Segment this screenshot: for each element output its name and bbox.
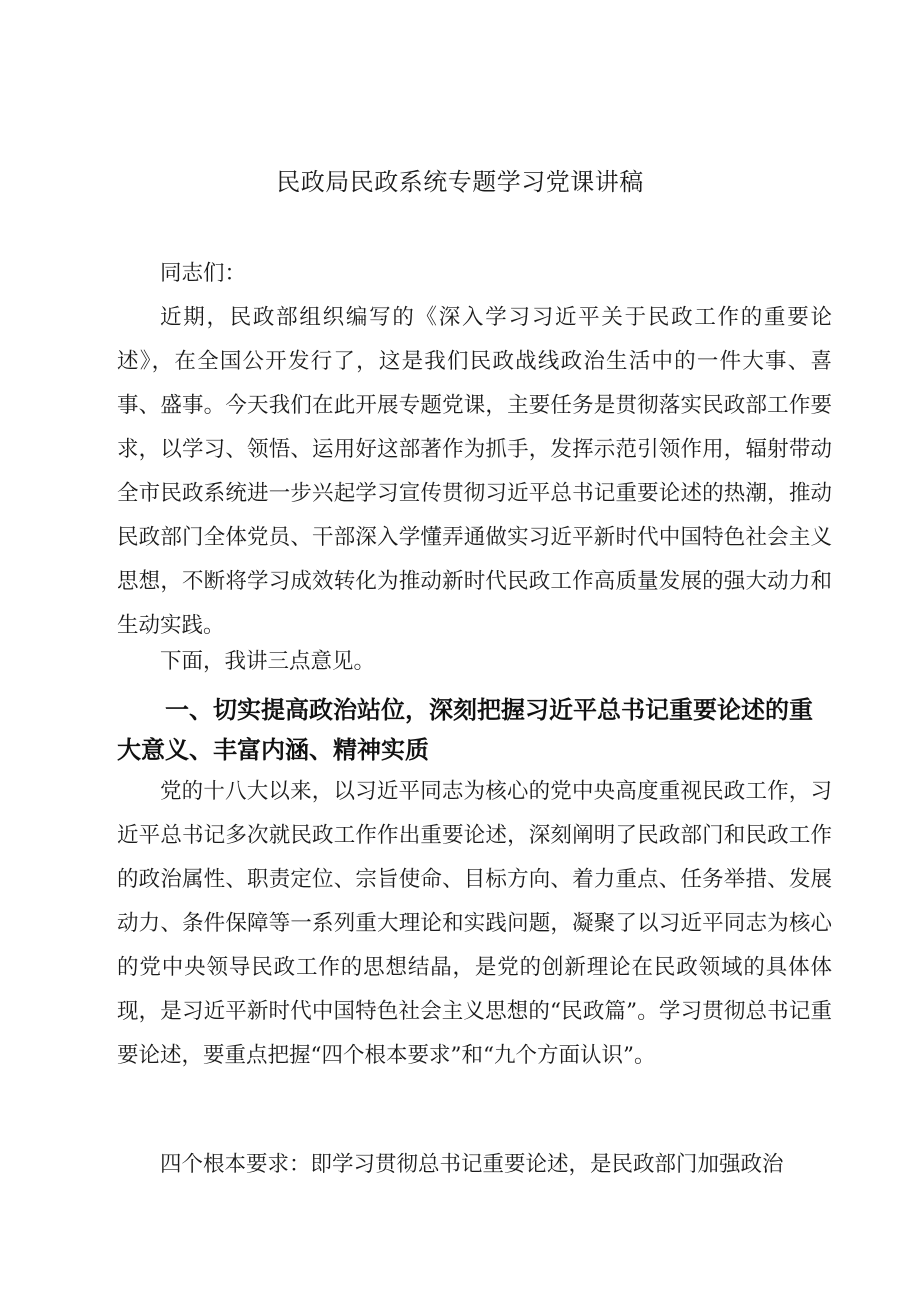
requirements-paragraph: 四个根本要求：即学习贯彻总书记重要论述，是民政部门加强政治	[160, 1152, 784, 1177]
greeting-block	[117, 252, 832, 296]
section-1-heading: 一、切实提高政治站位，深刻把握习近平总书记重要论述的重大意义、丰富内涵、精神实质	[117, 696, 813, 764]
section-1-block	[117, 770, 832, 1078]
greeting-text: 同志们：	[160, 261, 247, 286]
document-title: 民政局民政系统专题学习党课讲稿	[276, 168, 644, 196]
intro-block	[117, 296, 832, 648]
points-intro-paragraph: 下面，我讲三点意见。	[160, 649, 376, 674]
requirements-block	[117, 1143, 832, 1187]
section-1-paragraph: 党的十八大以来，以习近平同志为核心的党中央高度重视民政工作，习近平总书记多次就民政工作作出重要论述，深刻阐明了民政部门和民政工作的政治属性、职责定位、宗旨使命、目标方向、着力重点、任务举措、发展动力、条件保障等一系列重大理论和实践问题，凝聚了以习近平同志为核心的党中央领导民政工作的思想结晶，是党的创新理论在民政领域的具体体现，是习近平新时代中国特色社会主义思想的“民政篇”。学习贯彻总书记重要论述，要重点把握“四个根本要求”和“九个方面认识”。	[117, 779, 832, 1068]
points-intro-block	[117, 640, 832, 684]
intro-paragraph: 近期，民政部组织编写的《深入学习习近平关于民政工作的重要论述》，在全国公开发行了，这是我们民政战线政治生活中的一件大事、喜事、盛事。今天我们在此开展专题党课，主要任务是贯彻落实民政部工作要求，以学习、领悟、运用好这部著作为抓手，发挥示范引领作用，辐射带动全市民政系统进一步兴起学习宣传贯彻习近平总书记重要论述的热潮，推动民政部门全体党员、干部深入学懂弄通做实习近平新时代中国特色社会主义思想，不断将学习成效转化为推动新时代民政工作高质量发展的强大动力和生动实践。	[117, 305, 832, 638]
